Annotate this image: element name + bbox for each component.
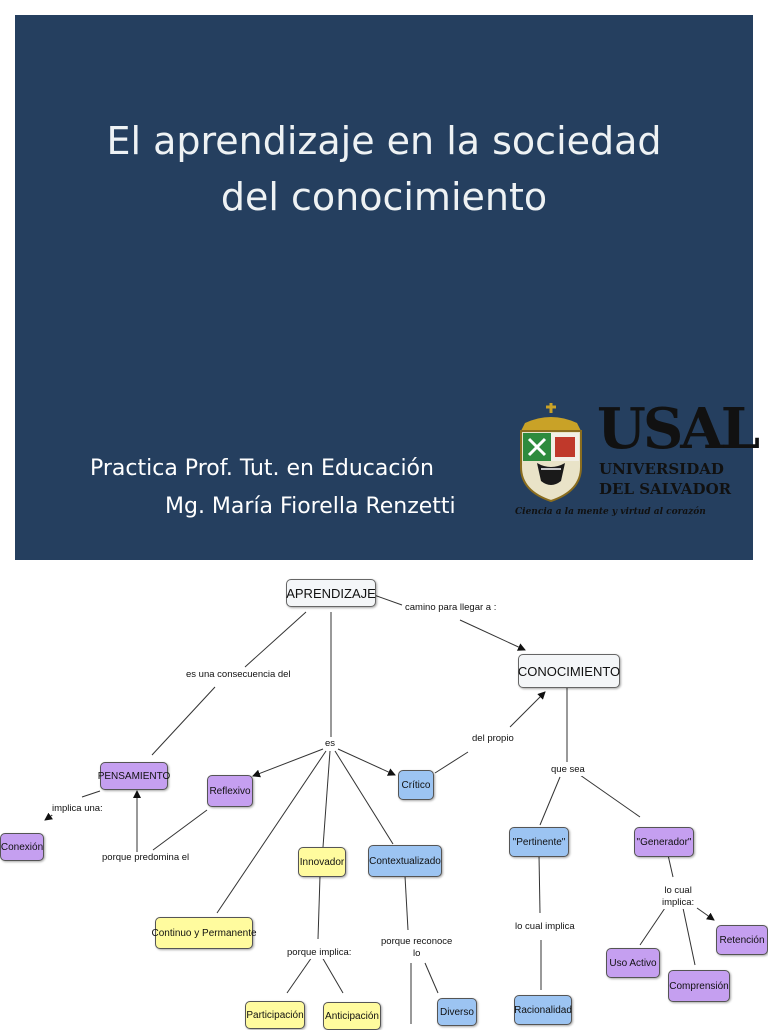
node-conexion[interactable]: Conexión <box>0 833 44 861</box>
node-pertinente[interactable]: "Pertinente" <box>509 827 569 857</box>
author-name: Mg. María Fiorella Renzetti <box>165 494 456 519</box>
link-porque-implica: porque implica: <box>287 947 352 958</box>
slide-title-line-1: El aprendizaje en la sociedad <box>106 119 662 163</box>
node-retencion[interactable]: Retención <box>716 925 768 955</box>
link-porque-reconoce <box>381 936 452 960</box>
node-diverso[interactable]: Diverso <box>437 998 477 1026</box>
node-anticipacion[interactable]: Anticipación <box>323 1002 381 1030</box>
node-contextualizado[interactable]: Contextualizado <box>368 845 442 877</box>
link-lo-cual-implica-2-line-1: lo cual <box>664 885 692 896</box>
link-es: es <box>325 738 336 749</box>
link-lo-cual-implica: lo cual implica <box>515 921 575 932</box>
link-consecuencia: es una consecuencia del <box>186 669 291 680</box>
university-name-line-1: UNIVERSIDAD <box>599 460 724 478</box>
university-shield-icon <box>515 401 587 503</box>
node-continuo-permanente[interactable]: Continuo y Permanente <box>155 917 253 949</box>
node-comprension[interactable]: Comprensión <box>668 970 730 1002</box>
link-predomina: porque predomina el <box>102 852 190 863</box>
node-participacion[interactable]: Participación <box>245 1001 305 1029</box>
node-generador[interactable]: "Generador" <box>634 827 694 857</box>
node-critico[interactable]: Crítico <box>398 770 434 800</box>
title-slide <box>15 15 758 560</box>
usal-acronym: USAL <box>597 396 758 462</box>
node-conocimiento[interactable]: CONOCIMIENTO <box>518 654 620 688</box>
link-implica-una: implica una: <box>52 803 103 814</box>
link-porque-reconoce-line-1: porque reconoce <box>381 936 453 947</box>
university-name-line-2: DEL SALVADOR <box>599 480 732 498</box>
node-aprendizaje[interactable]: APRENDIZAJE <box>286 579 376 607</box>
link-lo-cual-implica-2-line-2: implica: <box>662 897 695 908</box>
link-camino: camino para llegar a : <box>405 602 497 613</box>
node-racionalidad[interactable]: Racionalidad <box>514 995 572 1025</box>
link-del-propio: del propio <box>472 733 514 744</box>
concept-map <box>0 565 768 1024</box>
node-innovador[interactable]: Innovador <box>298 847 346 877</box>
node-uso-activo[interactable]: Uso Activo <box>606 948 660 978</box>
node-pensamiento[interactable]: PENSAMIENTO <box>100 762 168 790</box>
link-lo-cual-implica-2 <box>662 885 694 909</box>
university-motto: Ciencia a la mente y virtud al corazón <box>515 507 706 517</box>
link-que-sea: que sea <box>551 764 585 775</box>
slide-title-line-2: del conocimiento <box>220 175 548 219</box>
course-name: Practica Prof. Tut. en Educación <box>90 456 434 481</box>
link-porque-reconoce-line-2: lo <box>412 948 421 959</box>
slide-title <box>15 113 753 225</box>
node-reflexivo[interactable]: Reflexivo <box>207 775 253 807</box>
